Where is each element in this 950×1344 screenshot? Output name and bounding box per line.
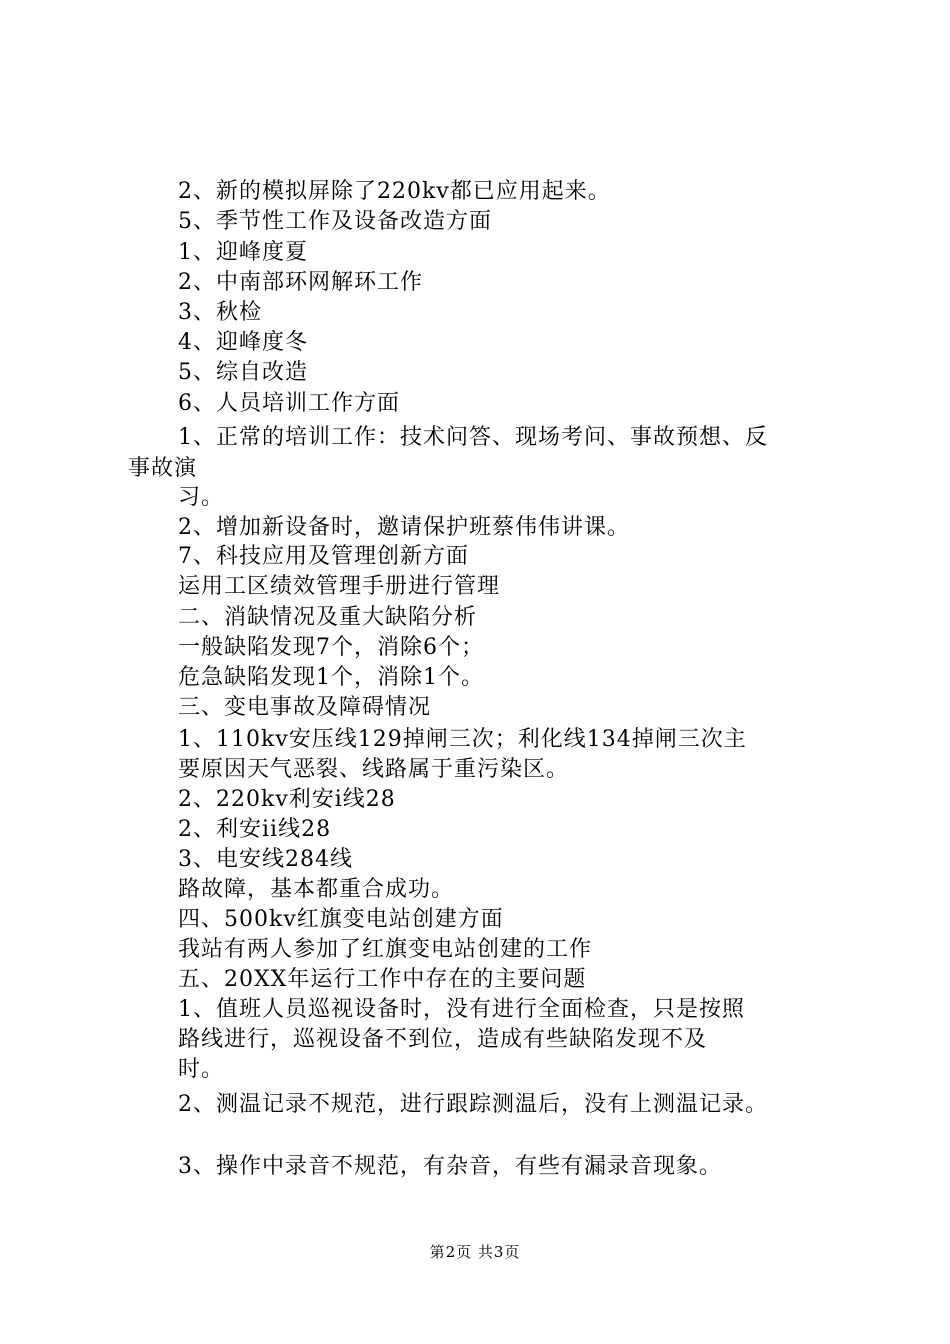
text-line: 路线进行，巡视设备不到位，造成有些缺陷发现不及: [178, 1027, 708, 1052]
text-line: 2、增加新设备时，邀请保护班蔡伟伟讲课。: [178, 515, 630, 540]
text-line: 3、操作中录音不规范，有杂音，有些有漏录音现象。: [178, 1154, 722, 1179]
text-line: 1、110kv安压线129掉闸三次；利化线134掉闸三次主: [178, 727, 747, 752]
text-line: 3、秋检: [178, 300, 262, 325]
text-line: 2、220kv利安i线28: [178, 787, 396, 812]
text-line: 7、科技应用及管理创新方面: [178, 544, 469, 569]
text-line: 时。: [178, 1057, 225, 1082]
text-line: 我站有两人参加了红旗变电站创建的工作: [178, 937, 593, 962]
text-line: 5、季节性工作及设备改造方面: [178, 209, 492, 234]
text-line: 习。: [178, 485, 225, 510]
text-line: 路故障，基本都重合成功。: [178, 877, 455, 902]
text-line: 1、正常的培训工作：技术问答、现场考问、事故预想、反: [178, 425, 768, 450]
text-line: 三、变电事故及障碍情况: [178, 695, 432, 720]
text-line: 四、500kv红旗变电站创建方面: [178, 907, 504, 932]
text-line: 4、迎峰度冬: [178, 330, 308, 355]
page-footer: 第2页 共3页: [429, 1243, 521, 1261]
text-line: 要原因天气恶裂、线路属于重污染区。: [178, 757, 570, 782]
text-line: 2、利安ii线28: [178, 817, 332, 842]
text-line: 一般缺陷发现7个，消除6个；: [178, 635, 484, 660]
text-line: 运用工区绩效管理手册进行管理: [178, 574, 501, 599]
text-line: 3、电安线284线: [178, 847, 353, 872]
text-line: 2、测温记录不规范，进行跟踪测温后，没有上测温记录。: [178, 1092, 768, 1117]
text-line: 事故演: [128, 456, 198, 481]
text-line: 2、新的模拟屏除了220kv都已应用起来。: [178, 179, 611, 204]
text-line: 二、消缺情况及重大缺陷分析: [178, 605, 478, 630]
text-line: 五、20XX年运行工作中存在的主要问题: [178, 967, 587, 992]
text-line: 6、人员培训工作方面: [178, 391, 400, 416]
text-line: 5、综自改造: [178, 360, 308, 385]
text-line: 危急缺陷发现1个，消除1个。: [178, 665, 484, 690]
text-line: 2、中南部环网解环工作: [178, 270, 423, 295]
text-line: 1、迎峰度夏: [178, 240, 308, 265]
text-line: 1、值班人员巡视设备时，没有进行全面检查，只是按照: [178, 997, 745, 1022]
